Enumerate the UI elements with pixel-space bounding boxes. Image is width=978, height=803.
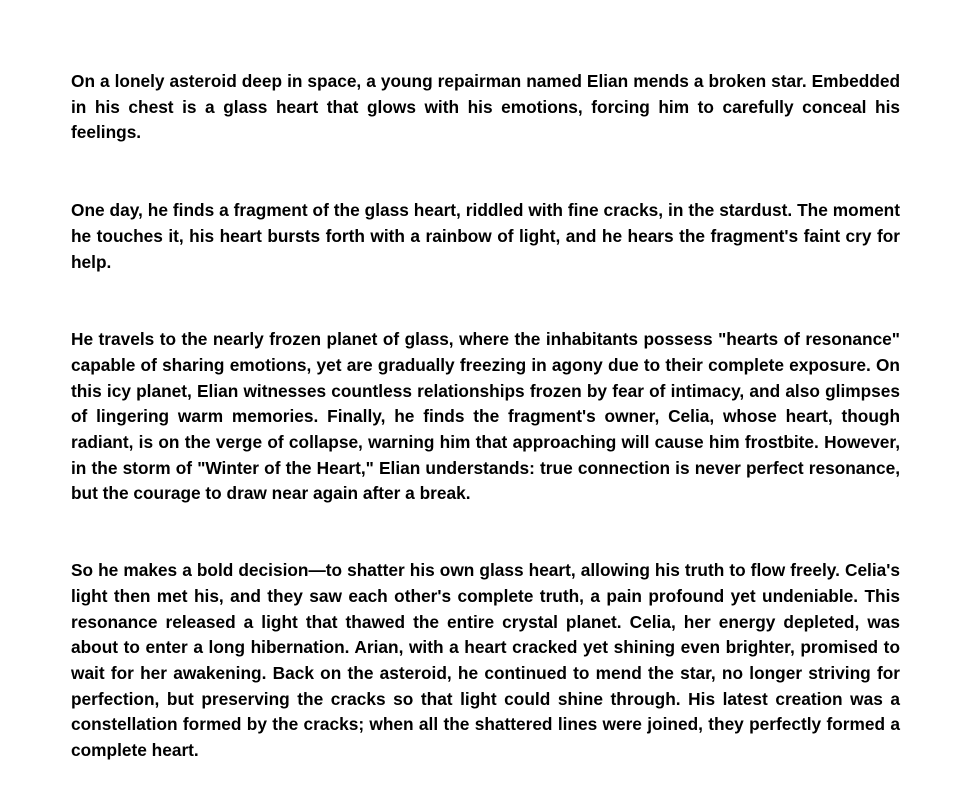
document-page xyxy=(71,69,900,764)
paragraph-1: On a lonely asteroid deep in space, a young repairman named Elian mends a broken star. Embedded in his chest is a glass heart that glows with his emotions, forcing him to carefully conceal his feelings. xyxy=(71,71,900,143)
paragraph-2: One day, he finds a fragment of the glass heart, riddled with fine cracks, in the stardust. The moment he touches it, his heart bursts forth with a rainbow of light, and he hears the fragment's faint cry for help. xyxy=(71,200,900,272)
paragraph-3: He travels to the nearly frozen planet of glass, where the inhabitants possess "hearts of resonance" capable of sharing emotions, yet are gradually freezing in agony due to their complete exposure. On this icy planet, Elian witnesses countless relationships frozen by fear of intimacy, and also glimpses of lingering warm memories. Finally, he finds the fragment's owner, Celia, whose heart, though radiant, is on the verge of collapse, warning him that approaching will cause him frostbite. However, in the storm of "Winter of the Heart," Elian understands: true connection is never perfect resonance, but the courage to draw near again after a break. xyxy=(71,329,900,504)
paragraph-4: So he makes a bold decision—to shatter his own glass heart, allowing his truth to flow freely. Celia's light then met his, and they saw each other's complete truth, a pain profound yet undeniable. This resonance released a light that thawed the entire crystal planet. Celia, her energy depleted, was about to enter a long hibernation. Arian, with a heart cracked yet shining even brighter, promised to wait for her awakening. Back on the asteroid, he continued to mend the star, no longer striving for perfection, but preserving the cracks so that light could shine through. His latest creation was a constellation formed by the cracks; when all the shattered lines were joined, they perfectly formed a complete heart. xyxy=(71,560,900,761)
